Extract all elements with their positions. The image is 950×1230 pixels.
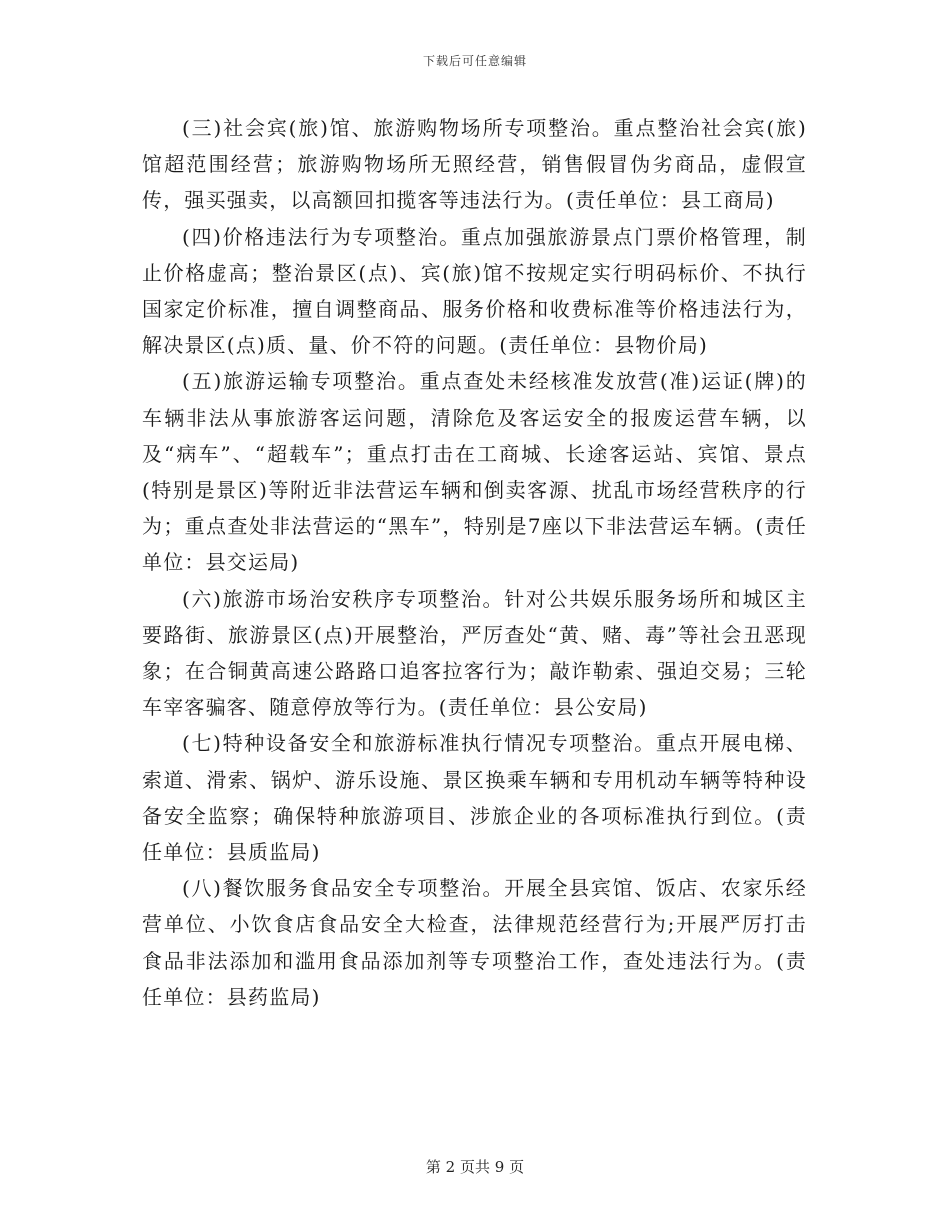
- document-body: [142, 110, 807, 1015]
- page-header: 下载后可任意编辑: [422, 54, 527, 68]
- paragraph-section-4: (四)价格违法行为专项整治。重点加强旅游景点门票价格管理，制止价格虚高；整治景区(点)、宾(旅)馆不按规定实行明码标价、不执行国家定价标准，擅自调整商品、服务价格和收费标准等价格违法行为，解决景区(点)质、量、价不符的问题。(责任单位：县物价局): [142, 224, 807, 358]
- paragraph-section-8: (八)餐饮服务食品安全专项整治。开展全县宾馆、饭店、农家乐经营单位、小饮食店食品安全大检查，法律规范经营行为;开展严厉打击食品非法添加和滥用食品添加剂等专项整治工作，查处违法行为。(责任单位：县药监局): [142, 876, 807, 1009]
- paragraph-section-7: (七)特种设备安全和旅游标准执行情况专项整治。重点开展电梯、索道、滑索、锅炉、游乐设施、景区换乘车辆和专用机动车辆等特种设备安全监察；确保特种旅游项目、涉旅企业的各项标准执行到位。(责任单位：县质监局): [142, 731, 807, 865]
- paragraph-section-3: (三)社会宾(旅)馆、旅游购物场所专项整治。重点整治社会宾(旅)馆超范围经营；旅游购物场所无照经营，销售假冒伪劣商品，虚假宣传，强买强卖，以高额回扣揽客等违法行为。(责任单位：县工商局): [142, 116, 807, 213]
- page-number-footer: 第 2 页共 9 页: [425, 1158, 525, 1176]
- paragraph-section-5: (五)旅游运输专项整治。重点查处未经核准发放营(准)运证(牌)的车辆非法从事旅游客运问题，清除危及客运安全的报废运营车辆，以及“病车”、“超载车”；重点打击在工商城、长途客运站、宾馆、景点(特别是景区)等附近非法营运车辆和倒卖客源、扰乱市场经营秩序的行为；重点查处非法营运的“黑车”，特别是7座以下非法营运车辆。(责任单位：县交运局): [142, 369, 807, 575]
- paragraph-section-6: (六)旅游市场治安秩序专项整治。针对公共娱乐服务场所和城区主要路街、旅游景区(点)开展整治，严厉查处“黄、赌、毒”等社会丑恶现象；在合铜黄高速公路路口追客拉客行为；敲诈勒索、强迫交易；三轮车宰客骗客、随意停放等行为。(责任单位：县公安局): [142, 586, 807, 720]
